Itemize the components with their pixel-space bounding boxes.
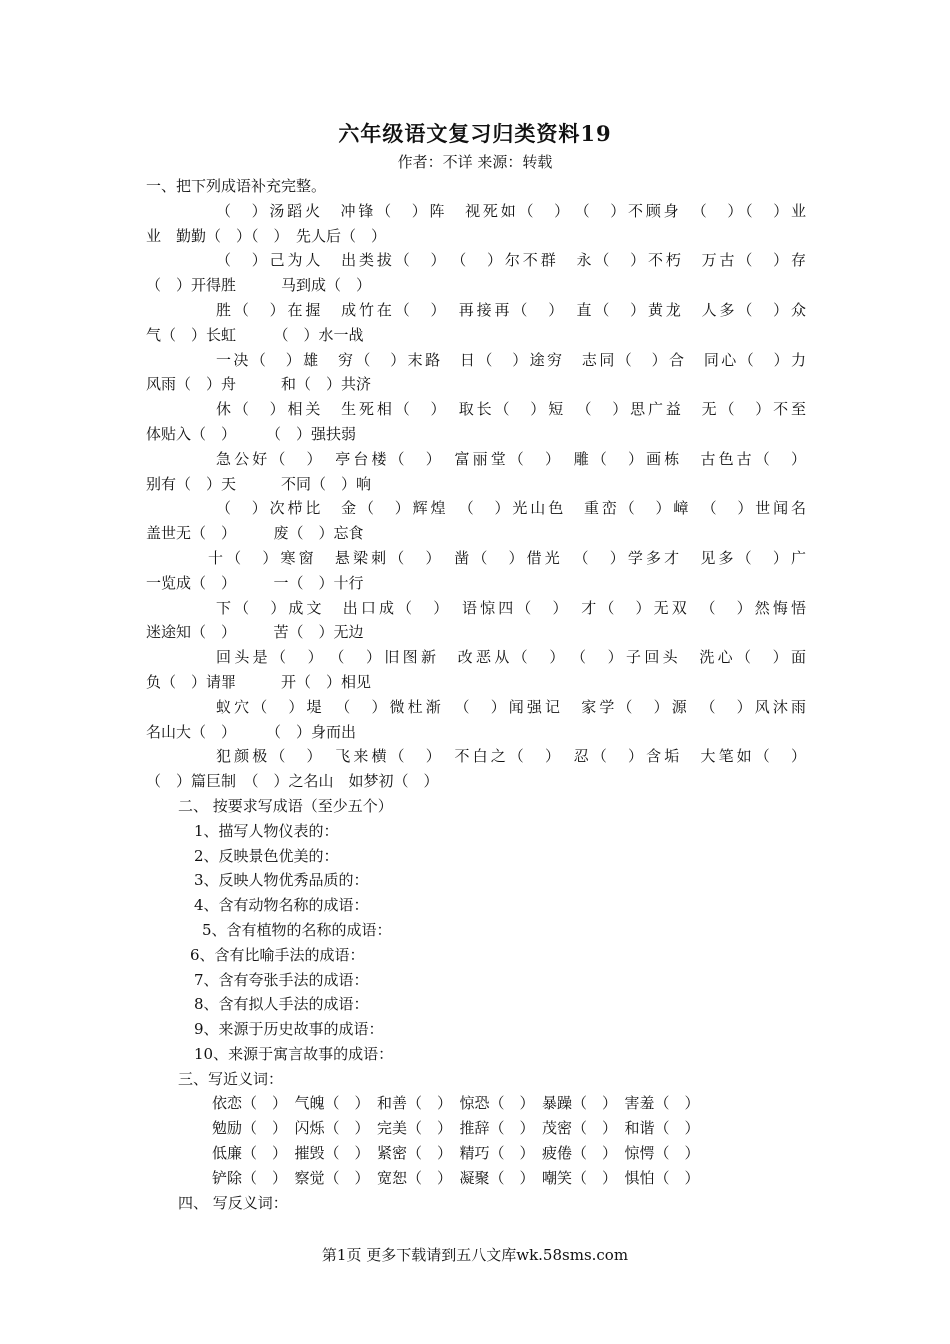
text-line: 业 勤勤（ ）（ ） 先人后（ ） [146,226,387,245]
text-line: 蚁穴（ ）堤 （ ）微杜渐 （ ）闻强记 家学（ ）源 （ ）风沐雨 [216,697,806,716]
text-line: 6、含有比喻手法的成语： [190,945,365,964]
text-line: 体贴入（ ） （ ）强扶弱 [146,424,357,443]
page-footer: 第1页 更多下载请到五八文库wk.58sms.com [321,1246,629,1264]
text-line: 别有（ ）天 不同（ ）响 [146,474,372,493]
text-line: （ ）汤蹈火 冲锋（ ）阵 视死如（ ） （ ）不顾身 （ ）（ ）业 [216,201,806,220]
text-line: 4、含有动物名称的成语： [194,896,369,915]
text-line: 低廉（ ） 摧毁（ ） 紧密（ ） 精巧（ ） 疲倦（ ） 惊愕（ ） [212,1144,700,1163]
text-line: 下（ ）成文 出口成（ ） 语惊四（ ） 才（ ）无双 （ ）然悔悟 [216,598,806,617]
text-line: 四、 写反义词： [178,1193,288,1212]
text-line: 风雨（ ）舟 和（ ）共济 [146,375,372,394]
text-line: 5、含有植物的名称的成语： [202,920,392,939]
text-line: 铲除（ ） 察觉（ ） 宽恕（ ） 凝聚（ ） 嘲笑（ ） 惧怕（ ） [212,1168,700,1187]
text-line: 依恋（ ） 气魄（ ） 和善（ ） 惊恐（ ） 暴躁（ ） 害羞（ ） [212,1094,700,1113]
text-line: 名山大（ ） （ ）身而出 [146,722,357,741]
text-line: 一览成（ ） 一（ ）十行 [146,573,364,592]
text-line: 胜（ ）在握 成竹在（ ） 再接再（ ） 直（ ）黄龙 人多（ ）众 [216,300,806,319]
text-line: 9、来源于历史故事的成语： [194,1020,384,1039]
text-line: 二、 按要求写成语（至少五个） [178,796,393,815]
text-line: 一决（ ）雄 穷（ ）末路 日（ ）途穷 志同（ ）合 同心（ ）力 [216,350,806,369]
text-line: （ ）次栉比 金（ ）辉煌 （ ）光山色 重峦（ ）嶂 （ ）世闻名 [216,499,806,518]
text-line: 一、把下列成语补充完整。 [146,177,327,195]
text-line: 三、写近义词： [178,1069,284,1088]
text-line: 2、反映景色优美的： [194,846,339,865]
text-line: （ ）开得胜 马到成（ ） [146,276,372,295]
text-line: 1、描写人物仪表的： [194,821,339,840]
text-line: 迷途知（ ） 苦（ ）无边 [146,623,364,642]
text-line: 8、含有拟人手法的成语： [194,995,369,1014]
text-line: （ ）己为人 出类拔（ ） （ ）尔不群 永（ ）不朽 万古（ ）存 [216,251,806,270]
document-body [146,174,806,1215]
text-line: 负（ ）请罪 开（ ）相见 [146,672,372,691]
text-line: 回头是（ ） （ ）旧图新 改恶从（ ） （ ）子回头 洗心（ ）面 [216,648,806,667]
text-line: 气（ ）长虹 （ ）水一战 [146,325,364,344]
text-line: （ ）篇巨制 （ ）之名山 如梦初（ ） [146,772,439,791]
text-line: 犯颜极（ ） 飞来横（ ） 不白之（ ） 忍（ ）含垢 大笔如（ ） [216,747,806,766]
text-line: 十（ ）寒窗 悬梁刺（ ） 凿（ ）借光 （ ）学多才 见多（ ）广 [208,548,806,567]
text-line: 勉励（ ） 闪烁（ ） 完美（ ） 推辞（ ） 茂密（ ） 和谐（ ） [212,1119,700,1138]
text-line: 盖世无（ ） 废（ ）忘食 [146,524,364,543]
text-line: 急公好（ ） 亭台楼（ ） 富丽堂（ ） 雕（ ）画栋 古色古（ ） [216,449,806,468]
text-line: 10、来源于寓言故事的成语： [194,1044,394,1063]
byline: 作者：不详 来源：转载 [397,153,553,171]
text-line: 7、含有夸张手法的成语： [194,970,369,989]
page-title: 六年级语文复习归类资料19 [338,121,612,146]
text-line: 休（ ）相关 生死相（ ） 取长（ ）短 （ ）思广益 无（ ）不至 [216,400,806,419]
text-line: 3、反映人物优秀品质的： [194,871,369,890]
